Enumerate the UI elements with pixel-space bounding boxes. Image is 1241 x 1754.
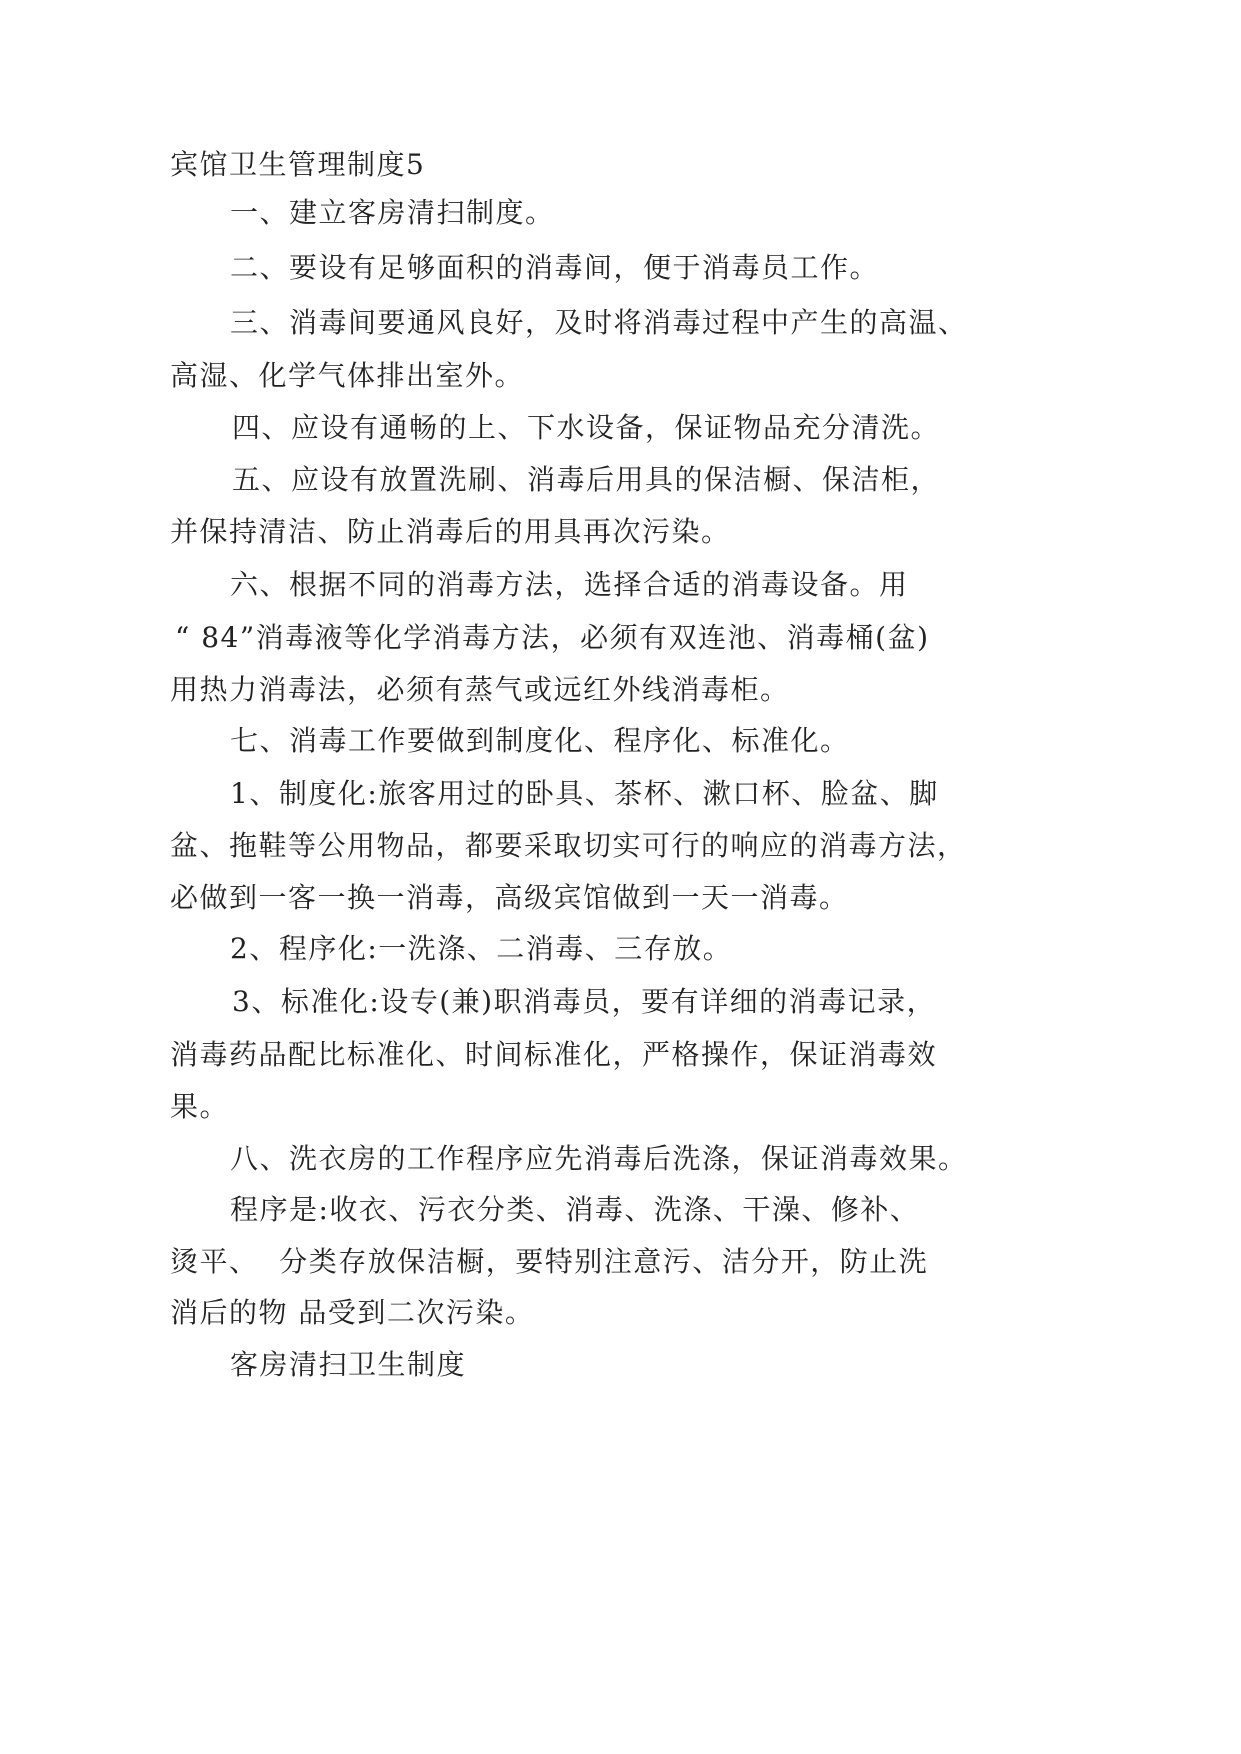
paragraph-line: 程序是:收衣、污衣分类、消毒、洗涤、干澡、修补、 — [230, 1193, 920, 1226]
paragraph-line: 七、消毒工作要做到制度化、程序化、标准化。 — [230, 724, 850, 757]
paragraph-line: 二、要设有足够面积的消毒间，便于消毒员工作。 — [230, 251, 880, 284]
paragraph-line: 并保持清洁、防止消毒后的用具再次污染。 — [170, 515, 731, 548]
paragraph-line: 五、应设有放置洗刷、消毒后用具的保洁橱、保洁柜， — [232, 463, 941, 496]
paragraph-line: 八、洗衣房的工作程序应先消毒后洗涤，保证消毒效果。 — [230, 1142, 968, 1175]
paragraph-line: 3、标准化:设专(兼)职消毒员，要有详细的消毒记录， — [232, 985, 937, 1018]
paragraph-line: 烫平、 分类存放保洁橱，要特别注意污、洁分开，防止洗 — [170, 1245, 929, 1278]
paragraph-line: 一、建立客房清扫制度。 — [230, 196, 555, 229]
paragraph-line: 四、应设有通畅的上、下水设备，保证物品充分清洗。 — [232, 411, 941, 444]
paragraph-line: 六、根据不同的消毒方法，选择合适的消毒设备。用 — [230, 568, 909, 601]
paragraph-line: 必做到一客一换一消毒，高级宾馆做到一天一消毒。 — [170, 881, 849, 914]
paragraph-line: 消毒药品配比标准化、时间标准化，严格操作，保证消毒效 — [170, 1038, 938, 1071]
paragraph-line: 果。 — [170, 1090, 230, 1123]
paragraph-line: 三、消毒间要通风良好，及时将消毒过程中产生的高温、 — [230, 306, 968, 339]
paragraph-line: 2、程序化:一洗涤、二消毒、三存放。 — [230, 932, 733, 965]
paragraph-line: 高湿、化学气体排出室外。 — [170, 359, 525, 392]
paragraph-line: 盆、拖鞋等公用物品，都要采取切实可行的响应的消毒方法， — [170, 829, 967, 862]
section-heading: 客房清扫卫生制度 — [230, 1348, 467, 1381]
paragraph-line: 用热力消毒法，必须有蒸气或远红外线消毒柜。 — [170, 673, 790, 706]
paragraph-line: 消后的物 品受到二次污染。 — [170, 1296, 535, 1329]
document-title: 宾馆卫生管理制度5 — [170, 148, 426, 181]
paragraph-line: 1、制度化:旅客用过的卧具、茶杯、漱口杯、脸盆、脚 — [230, 777, 939, 810]
paragraph-line: “ 84”消毒液等化学消毒方法，必须有双连池、消毒桶(盆) — [175, 621, 930, 654]
